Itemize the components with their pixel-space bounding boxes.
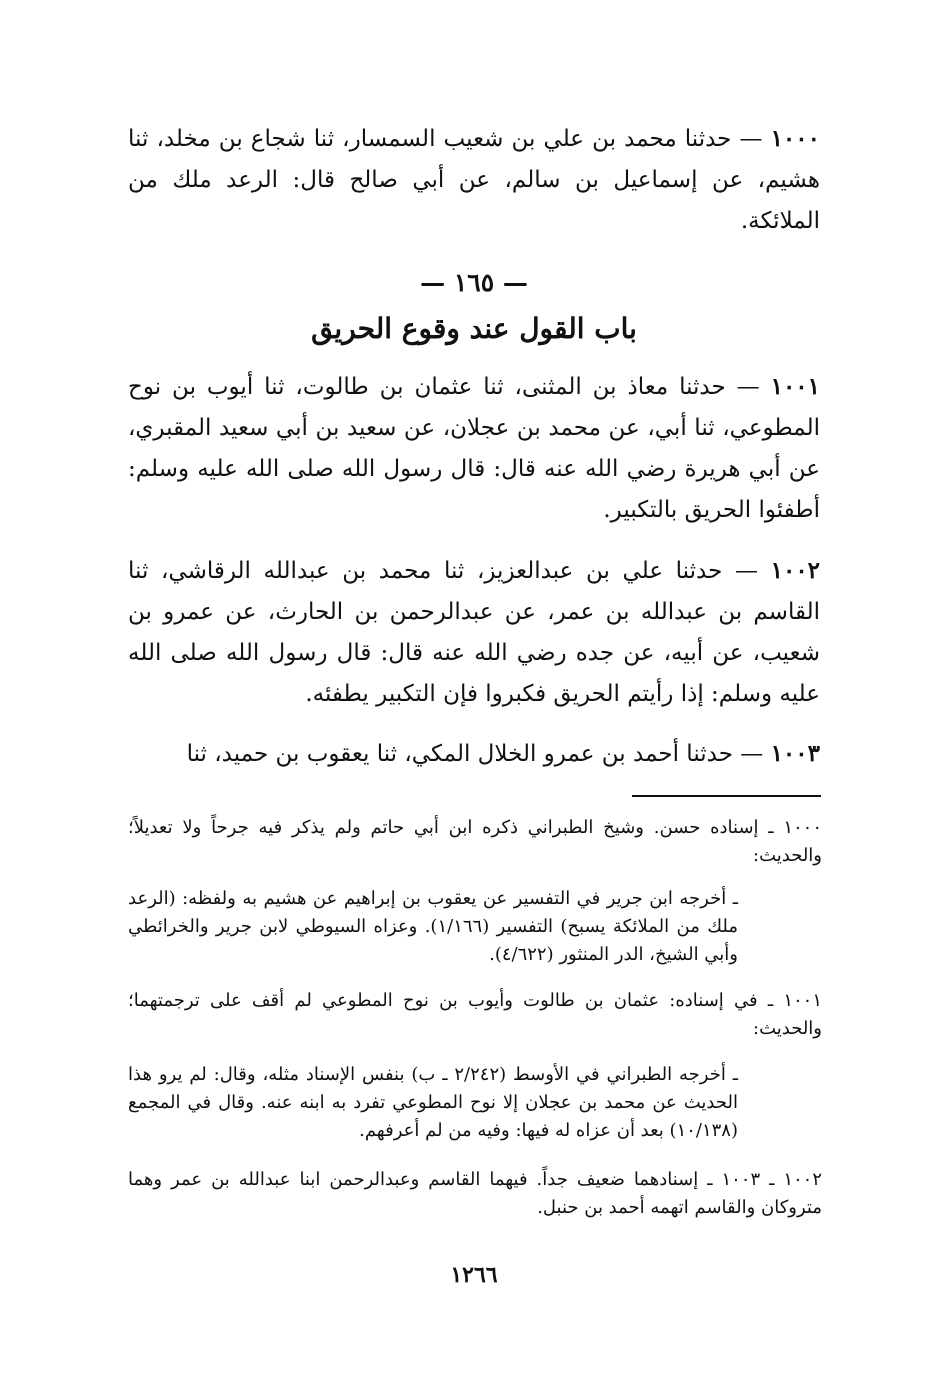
footnote-label: ١٠٠٠ ـ <box>768 817 822 838</box>
footnote-label: ١٠٠١ ـ <box>767 990 822 1011</box>
dash: — <box>722 558 758 584</box>
footnote-text: في إسناده: عثمان بن طالوت وأيوب بن نوح المطوعي لم أقف على ترجمتهما؛ والحديث: <box>128 990 822 1039</box>
footnote-separator <box>632 795 821 797</box>
footnote-text: إسنادهما ضعيف جداً. فيهما القاسم وعبدالرحمن ابنا عبدالله بن عمر وهما متروكان والقاسم اتهمه أحمد بن حنبل. <box>128 1169 822 1218</box>
hadith-1002 <box>128 550 820 715</box>
hadith-text: حدثنا محمد بن علي بن شعيب السمسار، ثنا شجاع بن مخلد، ثنا هشيم، عن إسماعيل بن سالم، عن أبي صالح قال: الرعد ملك من الملائكة. <box>128 126 820 234</box>
chapter-number: — ١٦٥ — <box>420 268 528 297</box>
footnote-1001-takhrij <box>128 1061 738 1145</box>
hadith-1000 <box>128 118 820 242</box>
footnote-1000 <box>128 814 822 870</box>
hadith-text: حدثنا علي بن عبدالعزيز، ثنا محمد بن عبدالله الرقاشي، ثنا القاسم بن عبدالله بن عمر، عن عبدالرحمن بن الحارث، عن عمرو بن شعيب، عن أبيه، عن جده رضي الله عنه قال: قال رسول الله صلى الله عليه وسلم: إذا رأيتم الحريق فكبروا فإن التكبير يطفئه. <box>128 558 820 707</box>
hadith-number: ١٠٠٠ <box>770 125 820 152</box>
hadith-number: ١٠٠٣ <box>770 740 820 767</box>
footnote-1001 <box>128 987 822 1043</box>
hadith-text: حدثنا أحمد بن عمرو الخلال المكي، ثنا يعقوب بن حميد، ثنا <box>186 741 733 767</box>
page-number: ١٢٦٦ <box>450 1262 498 1288</box>
footnote-text: إسناده حسن. وشيخ الطبراني ذكره ابن أبي حاتم ولم يذكر فيه جرحاً ولا تعديلاً؛ والحديث: <box>128 817 822 866</box>
dash: — <box>732 741 764 767</box>
dash: — <box>725 374 760 400</box>
hadith-1001 <box>128 366 820 531</box>
footnote-1002-1003 <box>128 1166 822 1222</box>
footnote-1000-takhrij <box>128 885 738 969</box>
hadith-text: حدثنا معاذ بن المثنى، ثنا عثمان بن طالوت، ثنا أيوب بن نوح المطوعي، ثنا أبي، عن محمد بن عجلان، عن سعيد بن أبي سعيد المقبري، عن أبي هريرة رضي الله عنه قال: قال رسول الله صلى الله عليه وسلم: أطفئوا الحريق بالتكبير. <box>128 374 820 523</box>
hadith-number: ١٠٠١ <box>770 373 821 400</box>
hadith-1003 <box>128 733 820 775</box>
chapter-title: باب القول عند وقوع الحريق <box>311 312 637 345</box>
footnote-text: ـ أخرجه ابن جرير في التفسير عن يعقوب بن إبراهيم عن هشيم به ولفظه: (الرعد ملك من الملائكة يسبح) التفسير (١/١٦٦). وعزاه السيوطي لابن جرير والخرائطي وأبي الشيخ، الدر المنثور (٤/٦٢٢). <box>128 888 738 965</box>
footnote-text: ـ أخرجه الطبراني في الأوسط (٢/٢٤٢ ـ ب) بنفس الإسناد مثله، وقال: لم يرو هذا الحديث عن محمد بن عجلان إلا نوح المطوعي تفرد به ابنه عنه. وقال في المجمع (١٠/١٣٨) بعد أن عزاه له فيها: وفيه من لم أعرفهم. <box>128 1064 739 1141</box>
hadith-number: ١٠٠٢ <box>770 557 821 584</box>
dash: — <box>731 126 763 152</box>
footnote-label: ١٠٠٢ ـ ١٠٠٣ ـ <box>707 1169 823 1190</box>
